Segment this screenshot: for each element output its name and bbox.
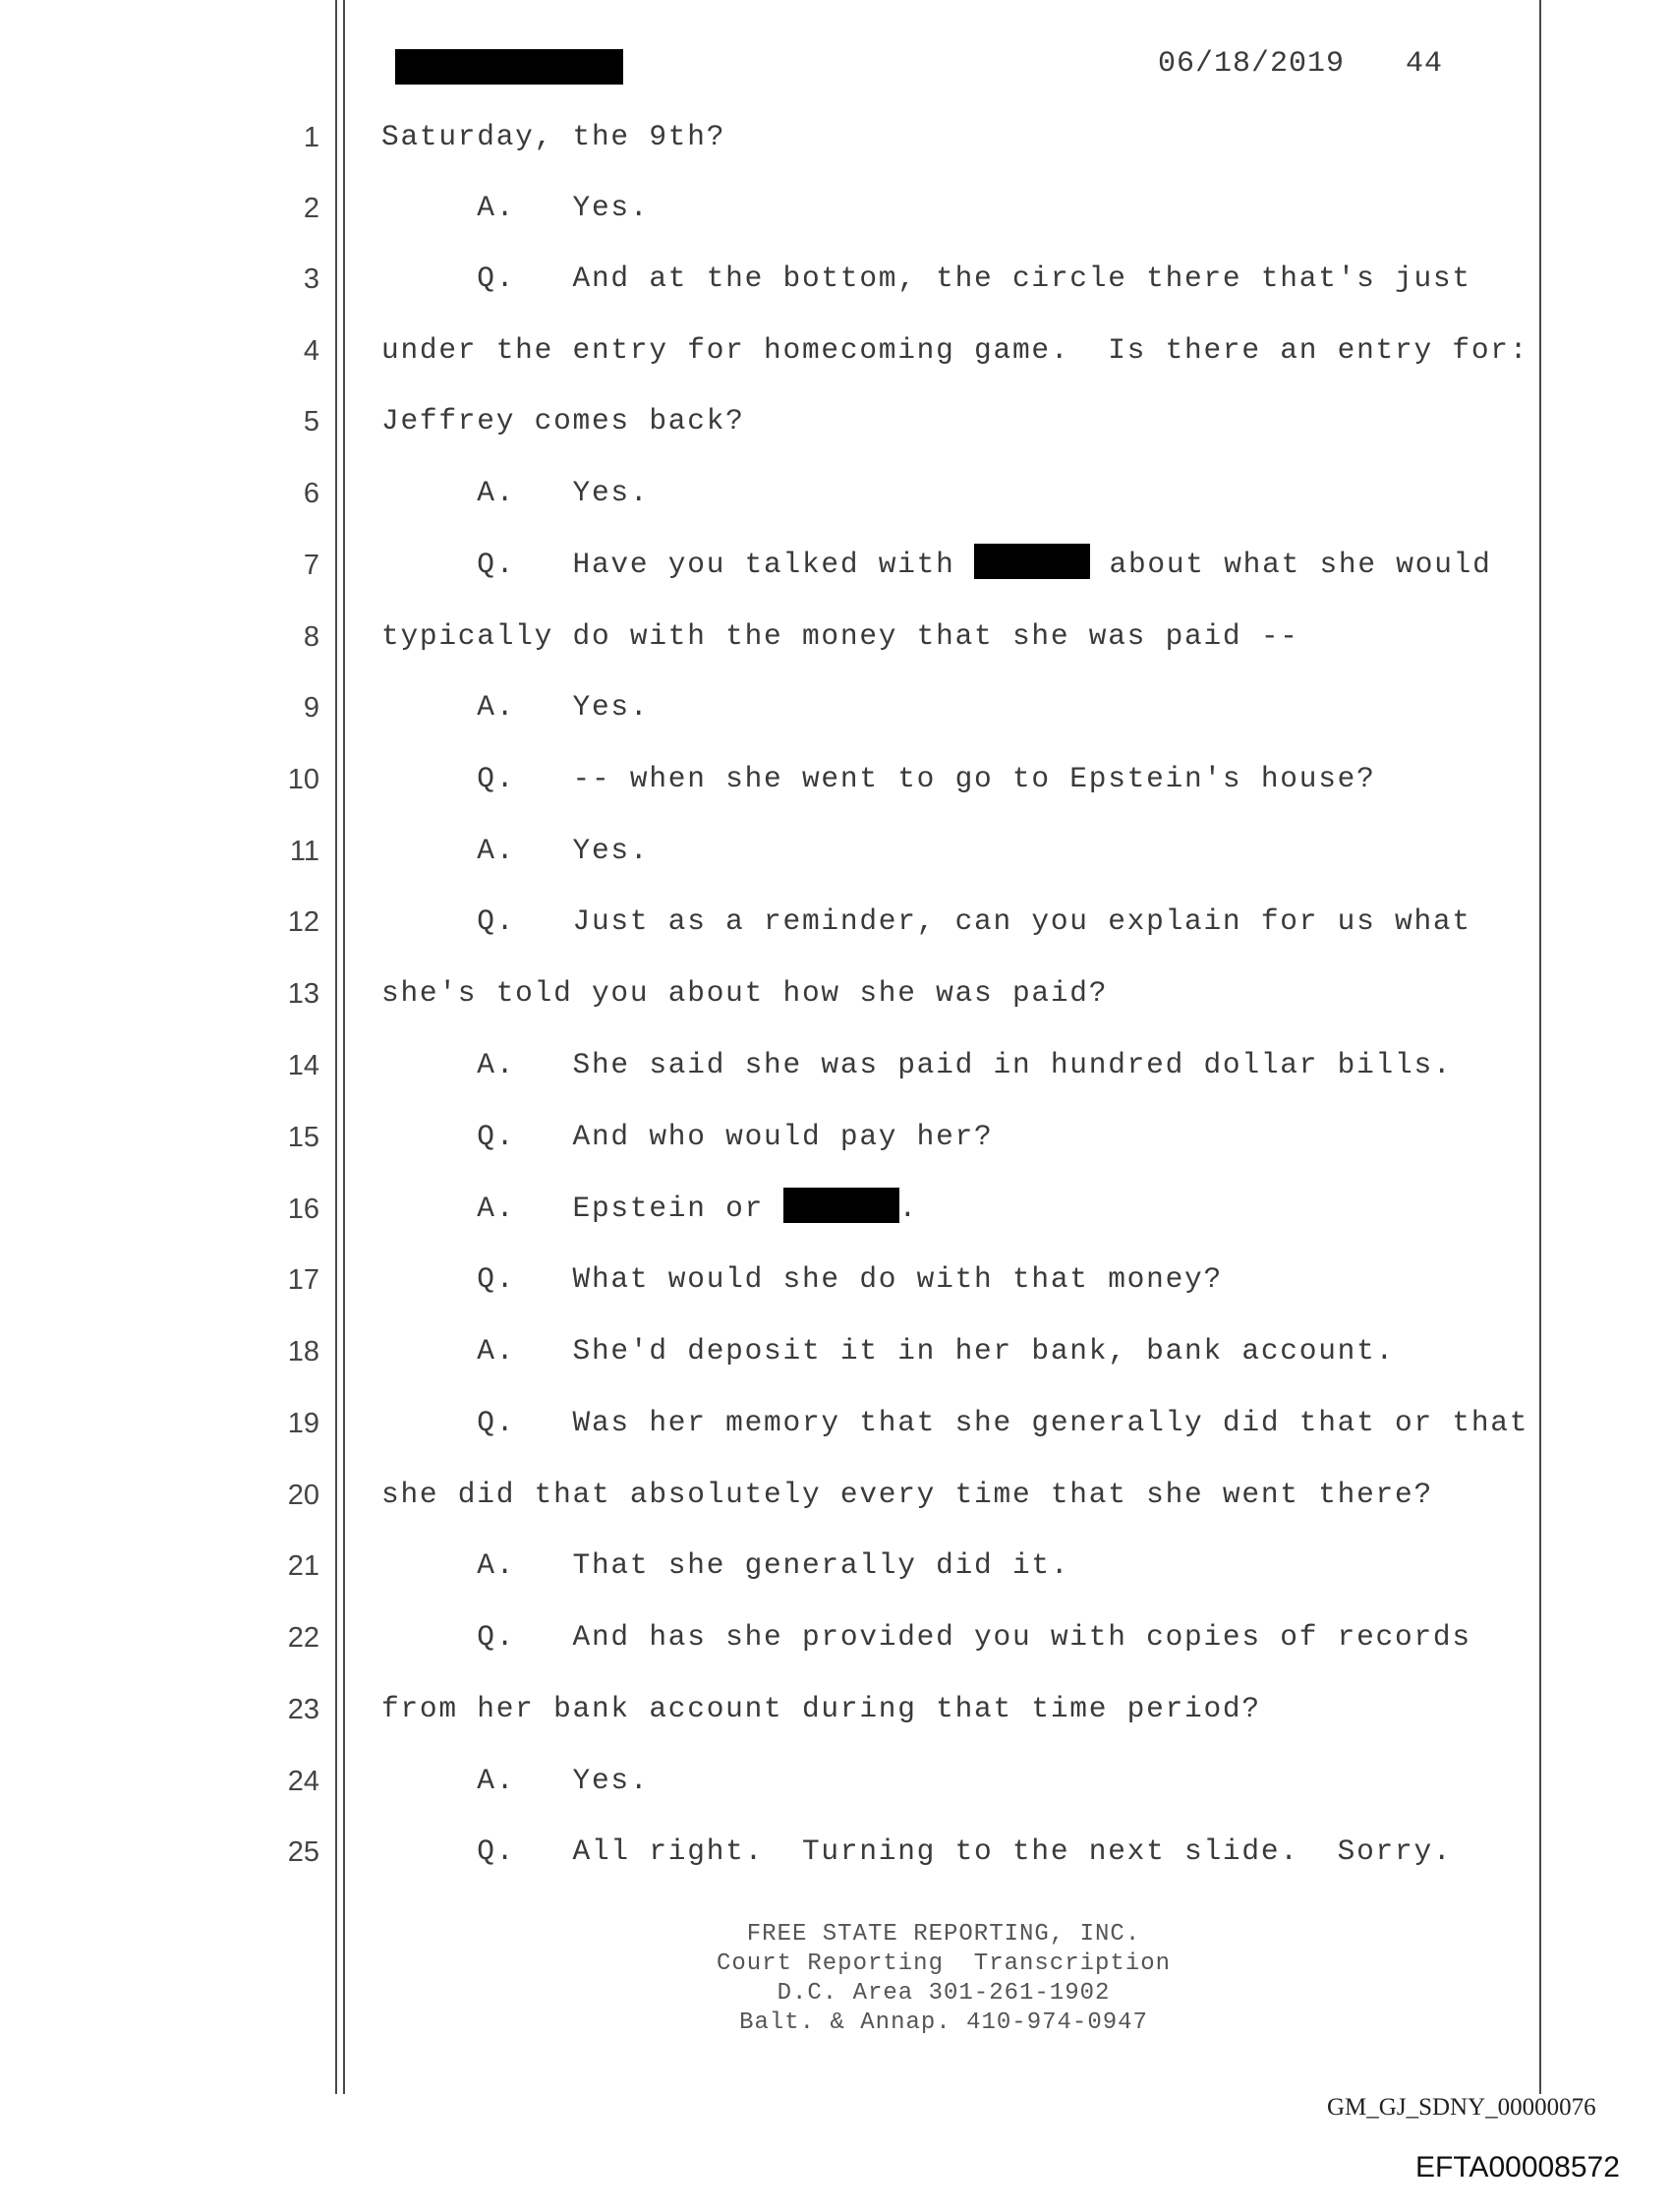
- transcript-line: A. Yes.: [381, 1764, 650, 1797]
- transcript-line: A. She'd deposit it in her bank, bank account.: [381, 1334, 1396, 1368]
- transcript-line: A. That she generally did it.: [381, 1548, 1070, 1582]
- transcript-line: Saturday, the 9th?: [381, 120, 726, 153]
- left-margin-rule-outer: [335, 0, 337, 2094]
- transcript-line: Q. Just as a reminder, can you explain for us what: [381, 904, 1471, 938]
- line-number: 21: [287, 1550, 319, 1582]
- transcript-line: from her bank account during that time period?: [381, 1692, 1261, 1725]
- transcript-line: Q. What would she do with that money?: [381, 1262, 1223, 1296]
- reporter-phone-balt: Balt. & Annap. 410-974-0947: [739, 2009, 1148, 2036]
- efta-number: EFTA00008572: [1415, 2151, 1620, 2183]
- transcript-text: Q. Have you talked with: [381, 548, 975, 581]
- line-number: 2: [303, 193, 319, 224]
- line-number: 6: [303, 478, 319, 509]
- line-number: 9: [303, 692, 319, 724]
- reporter-phone-dc: D.C. Area 301-261-1902: [777, 1980, 1111, 2007]
- transcript-line: A. She said she was paid in hundred dollar bills.: [381, 1048, 1453, 1081]
- line-number: 18: [287, 1336, 319, 1368]
- transcript-line: [381, 548, 1492, 581]
- line-number: 14: [287, 1050, 319, 1081]
- line-number: 24: [287, 1766, 319, 1797]
- line-number: 23: [287, 1694, 319, 1725]
- name-redaction: [783, 1188, 899, 1223]
- transcript-line: under the entry for homecoming game. Is there an entry for:: [381, 333, 1529, 367]
- line-number: 25: [287, 1836, 319, 1868]
- transcript-line: typically do with the money that she was paid --: [381, 619, 1299, 653]
- transcript-line: Q. And who would pay her?: [381, 1120, 994, 1153]
- line-number: 8: [303, 621, 319, 653]
- line-number: 16: [287, 1193, 319, 1225]
- line-number: 19: [287, 1408, 319, 1439]
- transcript-line: she's told you about how she was paid?: [381, 976, 1109, 1010]
- line-number: 7: [303, 550, 319, 581]
- reporter-name: FREE STATE REPORTING, INC.: [746, 1921, 1141, 1948]
- left-margin-rule-inner: [343, 0, 345, 2094]
- transcript-line: A. Yes.: [381, 690, 650, 724]
- line-number: 11: [289, 836, 319, 867]
- line-number: 13: [287, 978, 319, 1010]
- name-redaction: [974, 544, 1090, 579]
- line-number: 10: [287, 764, 319, 795]
- transcript-line: Jeffrey comes back?: [381, 404, 745, 437]
- transcript-line: A. Yes.: [381, 191, 650, 224]
- right-margin-rule: [1539, 0, 1541, 2094]
- transcript-text: .: [898, 1192, 918, 1225]
- line-number: 3: [303, 263, 319, 295]
- transcript-line: A. Yes.: [381, 476, 650, 509]
- transcript-text: A. Epstein or: [381, 1192, 783, 1225]
- line-number: 17: [287, 1264, 319, 1296]
- transcript-line: she did that absolutely every time that she went there?: [381, 1478, 1433, 1511]
- line-number: 12: [287, 906, 319, 938]
- header-redaction: [395, 49, 623, 85]
- transcript-line: Q. Was her memory that she generally did that or that: [381, 1406, 1529, 1439]
- header-date: 06/18/2019: [1158, 47, 1346, 81]
- line-number: 4: [303, 335, 319, 367]
- transcript-text: about what she would: [1090, 548, 1492, 581]
- line-number: 1: [303, 122, 319, 153]
- transcript-line: Q. All right. Turning to the next slide. Sorry.: [381, 1834, 1453, 1868]
- reporter-services: Court Reporting Transcription: [716, 1950, 1172, 1977]
- page-number: 44: [1406, 47, 1444, 81]
- transcript-line: [381, 1192, 918, 1225]
- transcript-line: Q. And has she provided you with copies of records: [381, 1620, 1471, 1654]
- line-number: 20: [287, 1480, 319, 1511]
- transcript-line: Q. And at the bottom, the circle there that's just: [381, 262, 1471, 295]
- transcript-line: Q. -- when she went to go to Epstein's house?: [381, 762, 1376, 795]
- line-number: 15: [287, 1122, 319, 1153]
- bates-number: GM_GJ_SDNY_00000076: [1327, 2094, 1596, 2121]
- transcript-line: A. Yes.: [381, 834, 650, 867]
- line-number: 22: [287, 1622, 319, 1654]
- line-number: 5: [303, 406, 319, 437]
